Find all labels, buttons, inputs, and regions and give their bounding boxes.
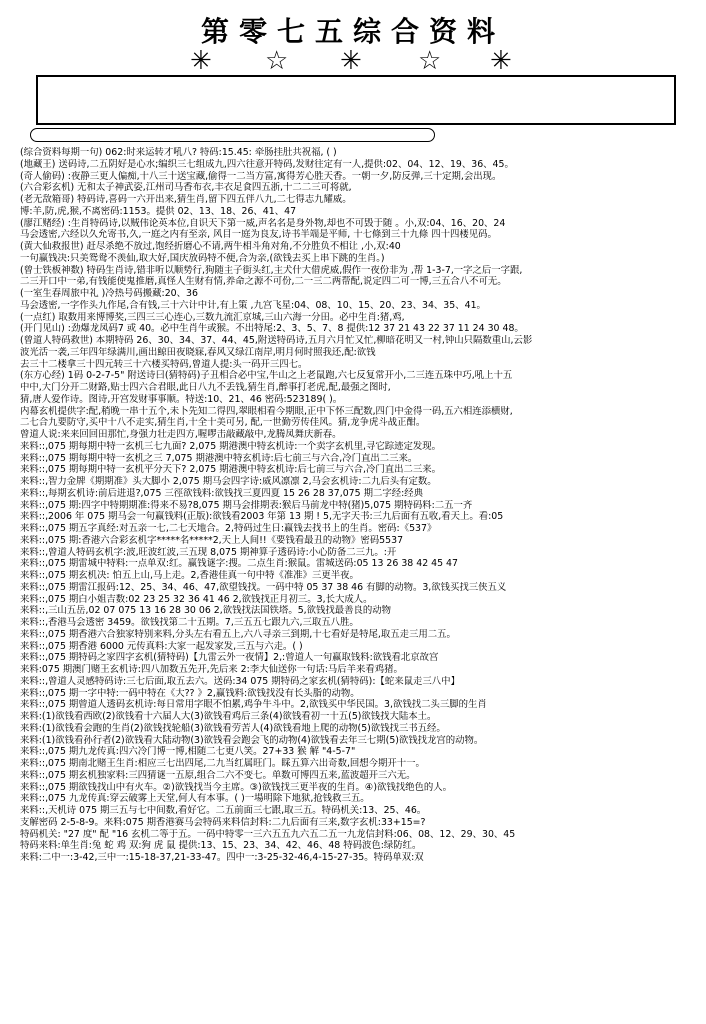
text-line: 内幕玄机提供字:配,稍晚一串十五个,未卜先知二得四,翠眼相看今期眼,正中下怀三配数,四门中金得一码,五六相连添横财, (20, 405, 513, 417)
text-line: (黄大仙救报世) 赶尽杀绝不放过,饱经折磨心不请,两牛相斗角对角,不分胜负不相让 ,小,双:40 (20, 241, 401, 252)
text-line: 来料::,天机诗 075 期三五与七中间数,看好它。二五前面三七跟,取三五。特码机关:13、25、46。 (20, 805, 427, 816)
text-line: 马会透密,一字作头九作尾,合有钱,三十六计中计,有上策 ,九宫飞星:04、08、10、15、20、23、34、35、41。 (20, 299, 486, 311)
text-line: 来料::,075 期九龙传真:四六冷门博一博,相随二七更八笑。27+33 猴 解 "4-5-7" (20, 746, 356, 758)
text-line: 来料:075 期澳门赌王玄机诗:四八加数五先开,先后来 2:李大仙送你一句话:马后羊来看鸡猪。 (20, 664, 403, 675)
text-line: 二三开口中一弟,有钱能使鬼推磨,真怪人生财有情,养命之源不可份,二一三二两帮配,说定四二可一博,三五合八不可无。 (20, 276, 507, 288)
text-line: 来料::,075 期:香港六合彩玄机字*****名*****2,天上人间!!《要钱看最丑的动物》密码5537 (20, 534, 404, 546)
text-line: 来料:(1)欲钱看西欧(2)欲钱看十六届人大(3)欲钱看鸡后三条(4)欲钱看初一十五(5)欲钱找大陆本土。 (20, 711, 437, 722)
text-line: 来料:(1)欲钱看会跑的生肖(2)欲钱找轮船(3)欲钱看劳苦人(4)欲钱看地上爬的动物(5)欲钱找三书五经。 (20, 722, 446, 734)
text-line: 来料::,075 期玄机决: 怕五上山,马上走。2,香港佳真一句中特《准准》三更半夜。 (20, 570, 359, 581)
page-title: 第零七五综合资料 (200, 15, 505, 48)
text-line: 来料::,075 期玄机独家料:三四猜谜一五原,组合二六不变七。单数可博四五来,蓝波超开三六无。 (20, 769, 416, 781)
empty-banner-box (36, 75, 676, 125)
text-line: (一点红) 取数用来博博奖,三四三三心连心,三数九流汇京城,三山六海一分田。必中生肖:猪,鸡, (20, 311, 405, 323)
text-line: 来料::,曾道人灵感特码诗:三七后面,取五去六。送码:34 075 期特码之家玄机(猜特码):【蛇来鼠走三八中】 (20, 675, 460, 687)
text-line: 来料::,075 九龙传真:穿云破雾上天堂,何人有本事。( )一場明除下地狱,抢钱救三五。 (20, 793, 370, 805)
text-line: (老无敌箱哥) 特码诗,喜码一六开出来,猜生肖,留下四五伴八九,二七得志九耀威。 (20, 194, 352, 205)
text-line: 来料::,075 期:四字中特期期准:得来不易?8,075 期马会排期表:猴后马前龙中特(猪)5,075 期特码料:二五一齐 (20, 499, 473, 511)
text-line: (地藏王) 送码诗,二五阴好是心水;编织三七组成九,四六往意开特码,发财往定有一人,提供:02、04、12、19、36、45。 (20, 158, 514, 170)
text-line: 来料::,2006 年 075 期马会一句赢钱料(正版):欲钱看2003 年第 13 期 ! 5,无字天书:三九后面有五收,看天上。看:05 (20, 511, 504, 523)
text-line: 来料::,075 期五字真经:对五亲一七,二七天地合。2,特码过生日:赢钱去找书上的生肖。密码:《537》 (20, 523, 437, 534)
text-line: 来料::,075 期每期中特一玄机之三 7,075 期港澳中特玄机诗:后七前三与六合,冷门直出二三来。 (20, 452, 418, 464)
text-line: 来料::,075 期南北赌王生肖:相应三七出四尾,二九当红属旺门。睬五算六出奇数,回想今期开十一。 (20, 758, 425, 769)
text-line: 特码机关: "27 度" 配 "16 玄机二等于五。一码中特零一三六五五九六五二五一九龙信封料:06、08、12、29、30、45 (20, 828, 516, 840)
text-line: 猜,唐人爱作诗。图诗,开宫发财事事顺。特送:10、21、46 密码:523189( )。 (20, 393, 343, 405)
text-line: (廖江赌经) :生肖特码诗,以贼伟论英本位,自识天下第一威,声名名是身外物,却也不可毁于随 。小,双:04、16、20、24 (20, 217, 506, 229)
text-line: (曾士铁板神数) 特码生肖诗,错非听以顺势行,狗随主子街头红,主犬什大借虎威,假作一夜份非为 ,帮 1-3-7,一字之后一字跟, (20, 264, 523, 276)
text-line: 支解密码 2-5-8-9。来料:075 期香港赛马会特码来料信封料:二九后面有三来,数字玄机:33+15=? (20, 816, 426, 828)
text-line: 马会透密,六经以久允寄书,久,一庭之内有至亲, 风目一庭为良友,诗书半端是平师, 十七條到三十九條 四十四楼见码。 (20, 229, 497, 241)
text-line: (开门见山) :劲爆龙凤码7 或 40。必中生肖牛或猴。不出特尾:2、3、5、7、8 提供:12 37 21 43 22 37 11 24 30 48。 (20, 323, 524, 335)
text-line: 来料::,075 期每期中特一玄机平分天下? 2,075 期港澳中特玄机诗:后七前三与六合,冷门直出二三来。 (20, 464, 441, 476)
text-line: 一句赢钱决:只美鸳鸯不羡仙,取大好,国庆放码特不便,合为亲,(欲钱去买上串下跳的生肖。) (20, 252, 385, 264)
star-icon: ☆ (265, 46, 289, 76)
text-line: 来料::,075 期雷江报码:12、25、34、46、47,欲望钱找。一码中特 05 37 38 46 有脚的动物。3,欲钱买找三侠五义 (20, 581, 507, 593)
text-line: 来料::,075 期特码之家四字玄机(猜特码)【九雷云外一夜情】2,:曾道人一句赢取钱料:欲钱看北京故宫 (20, 652, 439, 664)
star-icon: ☆ (418, 46, 442, 76)
text-line: 二七合九要防守,买中十八不走实,猜生肖,十全十美可另, 配,一世勤劳传佳风。猜,龙争虎斗战正酣。 (20, 417, 426, 429)
text-line: 来料::,智力金牌《期期准》头大脚小 2,075 期马会四字诗:威风凛凛 2,马会玄机诗:二九后头有定数。 (20, 476, 437, 487)
text-line: 曾道人说:来来回回田那忙,身强力壮走四方,喔啰击敲藏敲中,龙腾凤舞庆新春。 (20, 429, 342, 440)
document-body (20, 147, 692, 864)
text-line: (奇人偷码) :夜静三更人偏痴,十八三十送宝藏,偷得一二当方富,寓得芳心胜天香。一朝一夕,防反弹,三十定期,会出现。 (20, 170, 502, 182)
empty-bracket (30, 128, 435, 142)
text-line: (一室生春周旅中礼 )冷热号码搬藏:20、36 (20, 288, 198, 299)
asterisk-icon: ✳ (190, 46, 212, 76)
text-line: (东方心经) 1码 0-2-7-5" 附送诗曰(猜特码)子丑相合必中宝,牛山之上老鼠跑,六七反复常开小,二三连五珠中巧,吼上十五 (20, 370, 513, 382)
text-line: 去三十二楼拿三十四元转三十六楼买特码,曾道人提:头一码开三四七。 (20, 358, 308, 370)
text-line: 来料:二中一:3-42,三中一:15-18-37,21-33-47。四中一:3-25-32-46,4-15-27-35。特码单双:双 (20, 852, 424, 863)
text-line: 来料::,每期玄机诗:前后进退?,075 三徑欲钱料:欲钱找三夏四夏 15 26 28 37,075 期二字经:经典 (20, 487, 423, 499)
text-line: 来料::,075 期曾道人透码玄机诗:每日常用字眼不怕累,鸡争牛斗中。2,欲钱买中华民国。3,欲钱找二头三脚的生肖 (20, 699, 487, 711)
text-line: 来料::,香港马会透密 3459。欲钱找第二十五期。7,三五五七跟九六,三取五八胜。 (20, 617, 359, 628)
text-line: 来料::,三山五岳,02 07 075 13 16 28 30 06 2,欲钱找法国铁塔。5,欲钱找最善良的动物 (20, 605, 392, 617)
asterisk-icon: ✳ (490, 46, 512, 76)
text-line: 来料::,曾道人特码玄机字:波,旺波红波,三五现 8,075 期神算子透码诗:小心防备二三九。:开 (20, 546, 397, 558)
text-line: 来料::,075 期香港六合独家特别来料,分头左右看五上,六八寻亲三到期,十七看好是特尾,取五走三用二五。 (20, 628, 456, 640)
text-line: 波光活一袭,三年四年绿满川,画出鲸田夜晓寐,春风又绿江南岸,明月何时照我还,配:欲钱 (20, 346, 376, 358)
text-line: 来料::,075 期一字中特:一码中特在《大?? 》2,赢钱料:欲钱找没有长头脂的动物。 (20, 687, 360, 699)
text-line: (综合资料每期一句) 062:时来运转才吼八? 特码:15.45: 牵肠挂肚共祝福, ( ) (20, 147, 337, 158)
text-line: 来料::,075 期雷城中特料:一点单双:红。赢钱谜字:搜。二点生肖:猴鼠。雷城送码:05 13 26 38 42 45 47 (20, 558, 458, 570)
star-row (170, 48, 520, 78)
text-line: 来料:(1)欲钱看孙行者(2)欲钱看大陆动物(3)欲钱看会跑会飞的动物(4)欲钱看去年三七期(5)欲钱找龙宫的动物。 (20, 734, 484, 746)
text-line: 特码来料:单生肖:兔 蛇 鸡 双:狗 虎 鼠 提供:13、15、23、34、42、46、48 特码波色:绿防红。 (20, 840, 422, 852)
asterisk-icon: ✳ (340, 46, 362, 76)
text-line: (曾道人特码救世) 本期特码 26、30、34、37、44、45,附送特码诗,五月六月忙又忙,柳暗花明又一村,钟山只隔数重山,云影 (20, 335, 533, 346)
text-line: (六合彩玄机) 无和太子神武姿,江州司马香布衣,丰衣足食四五浙,十二二三可将就, (20, 182, 352, 194)
text-line: 来料::,075 期欲钱找山中有火车。②)欲钱找当今主席。③)欲钱找三更半夜的生肖。④)欲钱找绝色的人。 (20, 781, 452, 793)
text-line: 来料::,075 期每期中特一玄机三七九面? 2,075 期港澳中特玄机诗:一个卖字玄机里,寻它踪迹定发现。 (20, 440, 441, 452)
text-line: 博:羊,防,虎,猴,不离密码:1153。提供 02、13、18、26、41、47 (20, 205, 297, 217)
text-line: 来料::,075 期香港 6000 元传真料:大家一起发家发,三五与六走。( ) (20, 640, 303, 652)
text-line: 中中,大门分开二财路,贴士四六合君眼,此日八九不丢钱,猜生肖,醉事打老虎,配,最强之图时, (20, 382, 391, 393)
text-line: 来料::,075 期白小姐吉数:02 23 25 32 36 41 46 2,欲钱找正月初三。3,长大成人。 (20, 593, 373, 605)
